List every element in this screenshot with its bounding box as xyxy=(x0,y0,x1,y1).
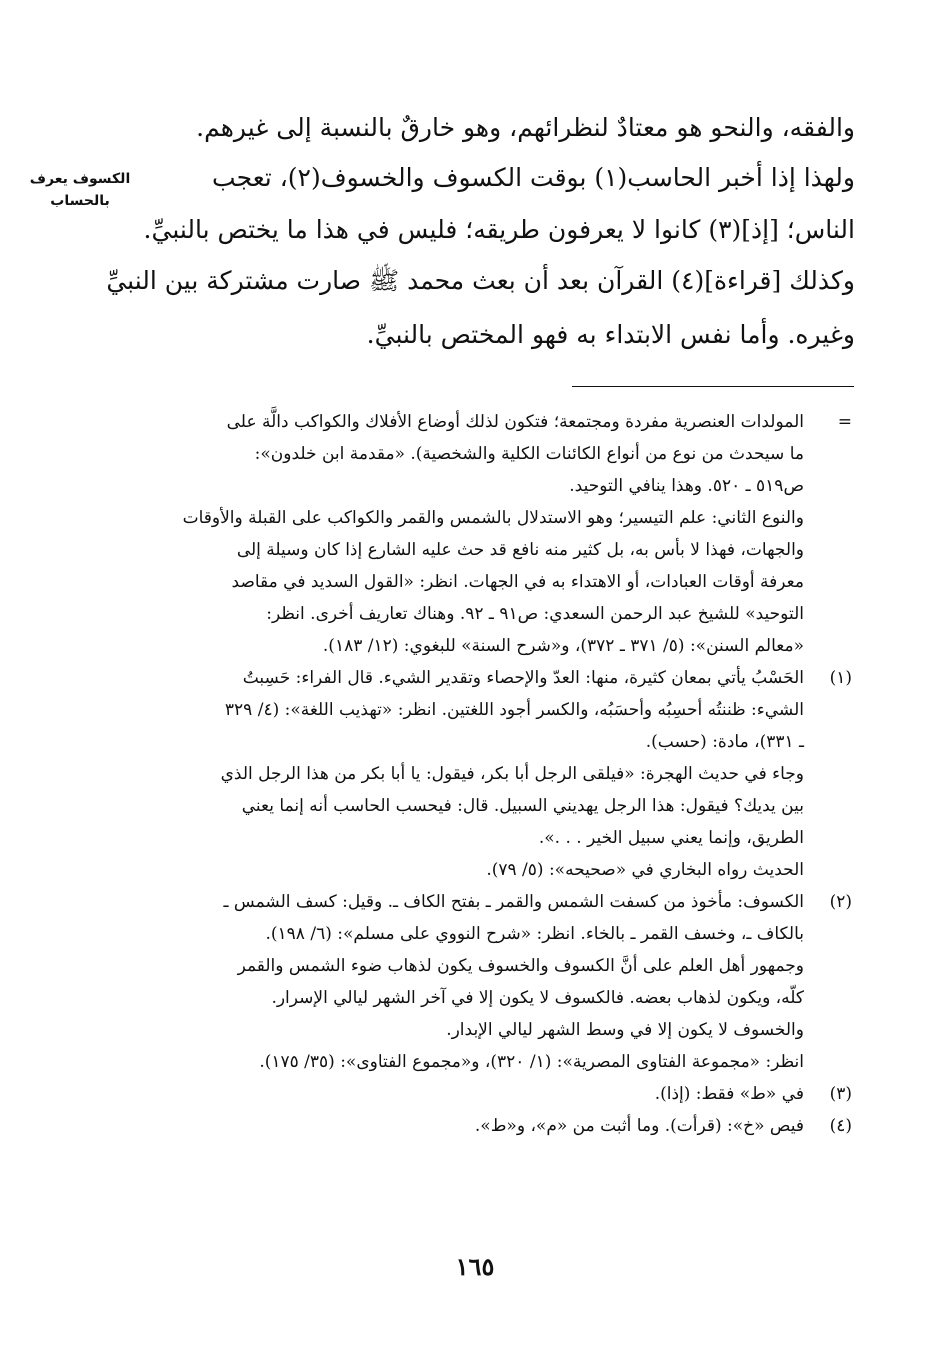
margin-note xyxy=(28,168,132,212)
footnote-line xyxy=(132,406,852,438)
footnote-line xyxy=(132,758,852,790)
margin-note-line: بالحساب xyxy=(50,193,110,209)
footnote-text: بالكاف ـ، وخسف القمر ـ بالخاء. انظر: «شرح النووي على مسلم»: (٦/ ١٩٨). xyxy=(265,924,804,944)
footnote-number: (١) xyxy=(829,668,852,688)
footnote-text: التوحيد» للشيخ عبد الرحمن السعدي: ص٩١ ـ ٩٢. وهناك تعاريف أخرى. انظر: xyxy=(266,604,804,624)
footnote-text: وجمهور أهل العلم على أنَّ الكسوف والخسوف يكون لذهاب ضوء الشمس والقمر xyxy=(237,956,804,976)
footnote-text: والخسوف لا يكون إلا في وسط الشهر ليالي الإبدار. xyxy=(446,1020,804,1040)
footnote-number: = xyxy=(837,412,852,432)
footnote-text: بين يديك؟ فيقول: هذا الرجل يهديني السبيل. قال: فيحسب الحاسب أنه إنما يعني xyxy=(241,796,804,816)
footnote-line xyxy=(132,438,852,470)
footnote-line xyxy=(132,854,852,886)
footnote-line xyxy=(132,598,852,630)
footnote-line xyxy=(132,662,852,694)
main-text-line: والفقه، والنحو هو معتادٌ لنظرائهم، وهو خارقٌ بالنسبة إلى غيرهم. xyxy=(196,113,855,142)
main-text-line: وكذلك [قراءة](٤) القرآن بعد أن بعث محمد ﷺ صارت مشتركة بين النبيِّ xyxy=(106,266,855,295)
footnote-line xyxy=(132,470,852,502)
footnote-line xyxy=(132,1078,852,1110)
footnote-text: ـ ٣٣١)، مادة: (حسب). xyxy=(645,732,804,752)
footnote-text: الحَسْبُ يأتي بمعان كثيرة، منها: العدّ والإحصاء وتقدير الشيء. قال الفراء: حَسِبتُ xyxy=(242,668,804,688)
footnote-number: (٢) xyxy=(829,892,852,912)
footnote-text: «معالم السنن»: (٥/ ٣٧١ ـ ٣٧٢)، و«شرح السنة» للبغوي: (١٢/ ١٨٣). xyxy=(322,636,804,656)
main-text-line: الناس؛ [إذ](٣) كانوا لا يعرفون طريقه؛ فليس في هذا ما يختص بالنبيِّ. xyxy=(143,215,855,244)
footnote-line xyxy=(132,534,852,566)
footnote-text: الطريق، وإنما يعني سبيل الخير . . .». xyxy=(538,828,804,848)
footnote-text: وجاء في حديث الهجرة: «فيلقى الرجل أبا بكر، فيقول: يا أبا بكر من هذا الرجل الذي xyxy=(220,764,804,784)
footnote-line xyxy=(132,918,852,950)
footnote-line xyxy=(132,726,852,758)
page-number: ١٦٥ xyxy=(455,1252,495,1281)
footnote-line xyxy=(132,822,852,854)
footnote-line xyxy=(132,566,852,598)
footnote-text: فيص «خ»: (قرأت). وما أثبت من «م»، و«ط». xyxy=(474,1116,804,1136)
footnote-text: ص٥١٩ ـ ٥٢٠. وهذا ينافي التوحيد. xyxy=(569,476,804,496)
footnote-line xyxy=(132,950,852,982)
footnote-line xyxy=(132,886,852,918)
footnote-text: المولدات العنصرية مفردة ومجتمعة؛ فتكون لذلك أوضاع الأفلاك والكواكب دالَّة على xyxy=(226,412,804,432)
footnote-text: معرفة أوقات العبادات، أو الاهتداء به في الجهات. انظر: «القول السديد في مقاصد xyxy=(231,572,804,592)
footnote-line xyxy=(132,1110,852,1142)
footnote-text: انظر: «مجموعة الفتاوى المصرية»: (١/ ٣٢٠)، و«مجموع الفتاوى»: (٣٥/ ١٧٥). xyxy=(259,1052,804,1072)
footnote-text: الحديث رواه البخاري في «صحيحه»: (٥/ ٧٩). xyxy=(486,860,804,880)
footnote-line xyxy=(132,694,852,726)
footnote-text: الشيء: ظننتُه أحسِبُه وأحسَبُه، والكسر أجود اللغتين. انظر: «تهذيب اللغة»: (٤/ ٣٢٩ xyxy=(224,700,804,720)
main-text-line: وغيره. وأما نفس الابتداء به فهو المختص بالنبيِّ. xyxy=(366,320,855,349)
footnote-number: (٣) xyxy=(829,1084,852,1104)
footnote-number: (٤) xyxy=(829,1116,852,1136)
footnote-divider xyxy=(572,386,854,387)
main-text-line: ولهذا إذا أخبر الحاسب(١) بوقت الكسوف والخسوف(٢)، تعجب xyxy=(212,163,855,192)
footnote-line xyxy=(132,1046,852,1078)
footnote-text: ما سيحدث من نوع من أنواع الكائنات الكلية والشخصية). «مقدمة ابن خلدون»: xyxy=(254,444,804,464)
footnote-text: كلّه، ويكون لذهاب بعضه. فالكسوف لا يكون إلا في آخر الشهر ليالي الإسرار. xyxy=(271,988,804,1008)
footnotes xyxy=(132,406,852,1142)
footnote-line xyxy=(132,790,852,822)
margin-note-line: الكسوف يعرف xyxy=(29,171,131,187)
footnote-text: في «ط» فقط: (إذا). xyxy=(654,1084,804,1104)
footnote-text: الكسوف: مأخوذ من كسفت الشمس والقمر ـ بفتح الكاف ـ. وقيل: كسف الشمس ـ xyxy=(223,892,804,912)
footnote-text: والجهات، فهذا لا بأس به، بل كثير منه نافع قد حث عليه الشارع إذا كان وسيلة إلى xyxy=(236,540,804,560)
footnote-line xyxy=(132,630,852,662)
footnote-line xyxy=(132,1014,852,1046)
footnote-line xyxy=(132,982,852,1014)
footnote-text: والنوع الثاني: علم التيسير؛ وهو الاستدلال بالشمس والقمر والكواكب على القبلة والأوقات xyxy=(182,508,804,528)
footnote-line xyxy=(132,502,852,534)
